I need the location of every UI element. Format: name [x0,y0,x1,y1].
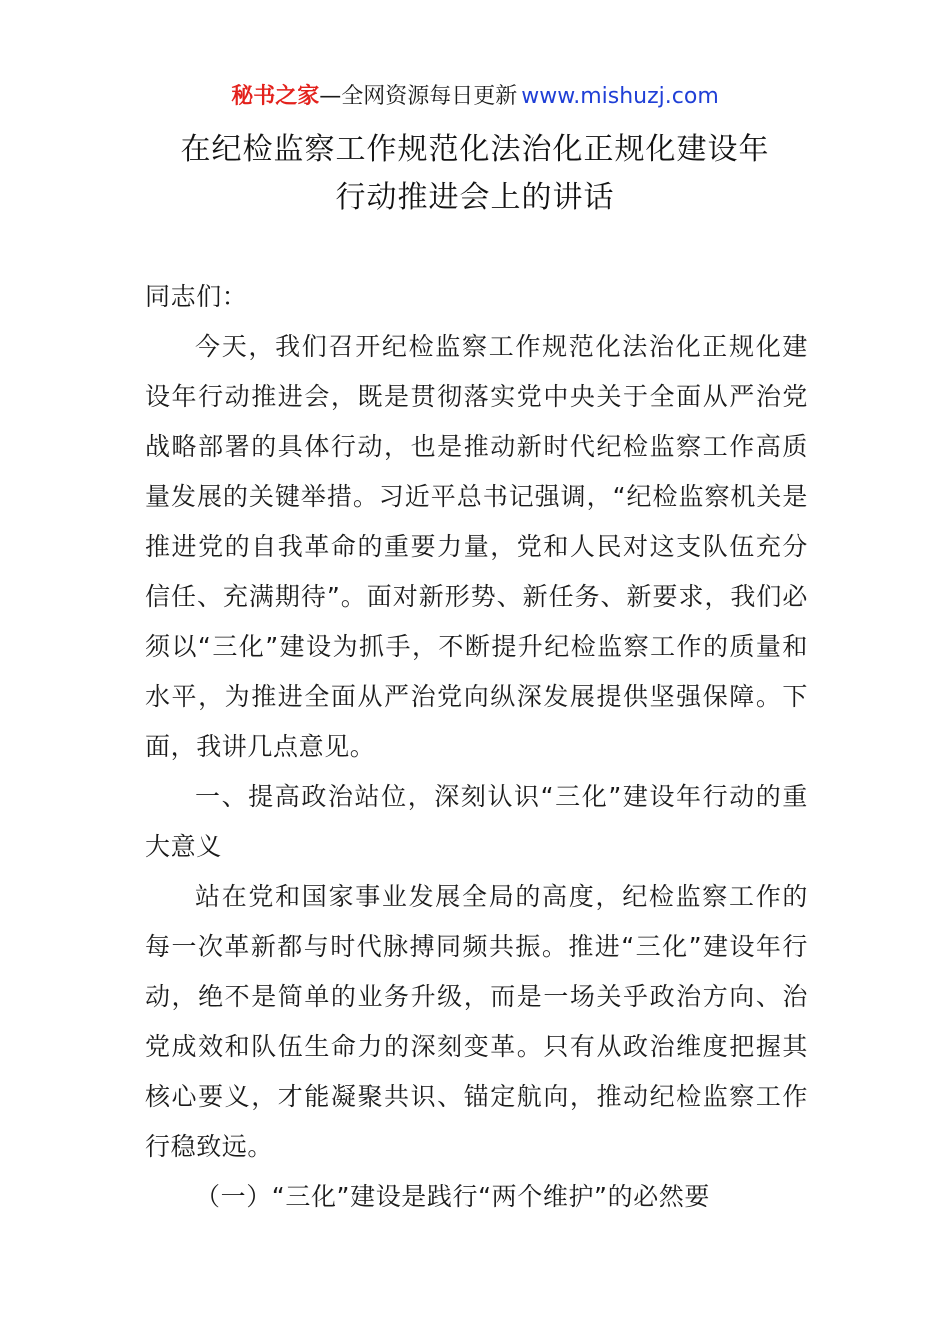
section-heading-1: 一、提高政治站位，深刻认识“三化”建设年行动的重大意义 [145,782,808,861]
salutation: 同志们： [145,282,248,311]
paragraph-section-1: 站在党和国家事业发展全局的高度，纪检监察工作的每一次革新都与时代脉搏同频共振。推进“三化”建设年行动，绝不是简单的业务升级，而是一场关乎政治方向、治党成效和队伍生命力的深刻变革。只有从政治维度把握其核心要义，才能凝聚共识、锚定航向，推动纪检监察工作行稳致远。 [145,882,808,1161]
header-tagline: —全网资源每日更新 [319,84,518,109]
site-header [0,82,950,112]
document-body [145,272,808,1222]
title-line-1: 在纪检监察工作规范化法治化正规化建设年 [180,132,770,167]
document-title [0,126,950,222]
brand-name: 秘书之家 [231,84,320,109]
title-line-2: 行动推进会上的讲话 [335,180,615,215]
subsection-heading-1: （一）“三化”建设是践行“两个维护”的必然要 [195,1182,711,1211]
paragraph-intro: 今天，我们召开纪检监察工作规范化法治化正规化建设年行动推进会，既是贯彻落实党中央关于全面从严治党战略部署的具体行动，也是推动新时代纪检监察工作高质量发展的关键举措。习近平总书记强调，“纪检监察机关是推进党的自我革命的重要力量，党和人民对这支队伍充分信任、充满期待”。面对新形势、新任务、新要求，我们必须以“三化”建设为抓手，不断提升纪检监察工作的质量和水平，为推进全面从严治党向纵深发展提供坚强保障。下面，我讲几点意见。 [145,332,808,761]
site-url-link[interactable]: www.mishuzj.com [521,84,719,109]
